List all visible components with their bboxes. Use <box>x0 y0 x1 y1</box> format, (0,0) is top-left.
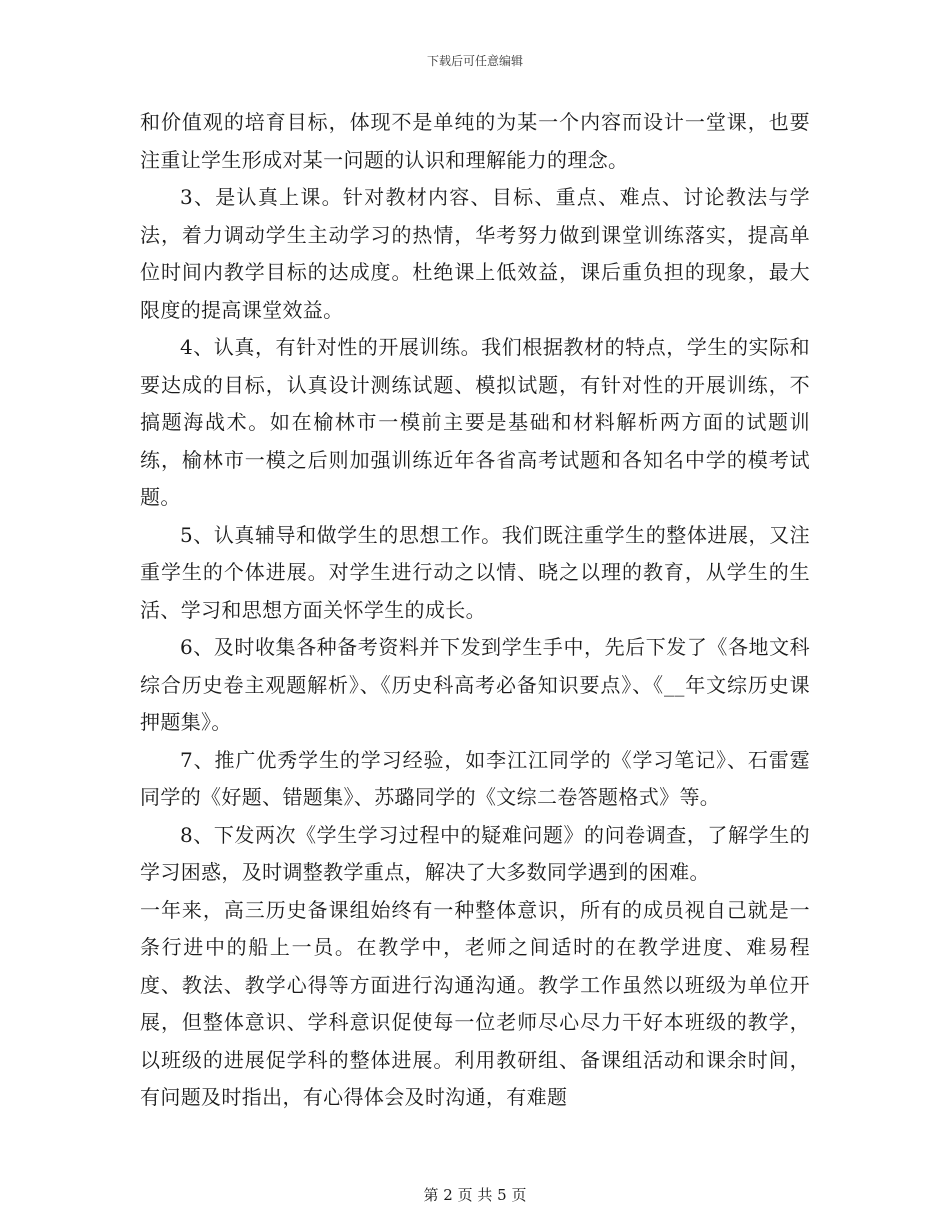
document-body <box>140 104 810 1117</box>
paragraph-continuation: 和价值观的培育目标，体现不是单纯的为某一个内容而设计一堂课，也要注重让学生形成对某一问题的认识和理解能力的理念。 <box>140 110 810 172</box>
paragraph-summary: 一年来，高三历史备课组始终有一种整体意识，所有的成员视自己就是一条行进中的船上一员。在教学中，老师之间适时的在教学进度、难易程度、教法、教学心得等方面进行沟通沟通。教学工作虽然以班级为单位开展，但整体意识、学科意识促使每一位老师尽心尽力干好本班级的教学，以班级的进展促学科的整体进展。利用教研组、备课组活动和课余时间，有问题及时指出，有心得体会及时沟通，有难题 <box>140 897 810 1109</box>
paragraph-item-7: 7、推广优秀学生的学习经验，如李江江同学的《学习笔记》、石雷霆同学的《好题、错题集》、苏璐同学的《文综二卷答题格式》等。 <box>140 747 810 809</box>
paragraph-item-4: 4、认真，有针对性的开展训练。我们根据教材的特点，学生的实际和要达成的目标，认真设计测练试题、模拟试题，有针对性的开展训练，不搞题海战术。如在榆林市一模前主要是基础和材料解析两方面的试题训练，榆林市一模之后则加强训练近年各省高考试题和各知名中学的模考试题。 <box>140 335 810 509</box>
paragraph-item-5: 5、认真辅导和做学生的思想工作。我们既注重学生的整体进展，又注重学生的个体进展。对学生进行动之以情、晓之以理的教育，从学生的生活、学习和思想方面关怀学生的成长。 <box>140 522 810 622</box>
paragraph-item-3: 3、是认真上课。针对教材内容、目标、重点、难点、讨论教法与学法，着力调动学生主动学习的热情，华考努力做到课堂训练落实，提高单位时间内教学目标的达成度。杜绝课上低效益，课后重负担的现象，最大限度的提高课堂效益。 <box>140 185 810 322</box>
paragraph-item-8: 8、下发两次《学生学习过程中的疑难问题》的问卷调查，了解学生的学习困惑，及时调整教学重点，解决了大多数同学遇到的困难。 <box>140 822 810 884</box>
paragraph-item-6: 6、及时收集各种备考资料并下发到学生手中，先后下发了《各地文科综合历史卷主观题解析》、《历史科高考必备知识要点》、《__年文综历史课押题集》。 <box>140 635 810 734</box>
page-number: 第 2 页 共 5 页 <box>423 1186 527 1204</box>
page-header: 下载后可任意编辑 <box>426 54 523 68</box>
